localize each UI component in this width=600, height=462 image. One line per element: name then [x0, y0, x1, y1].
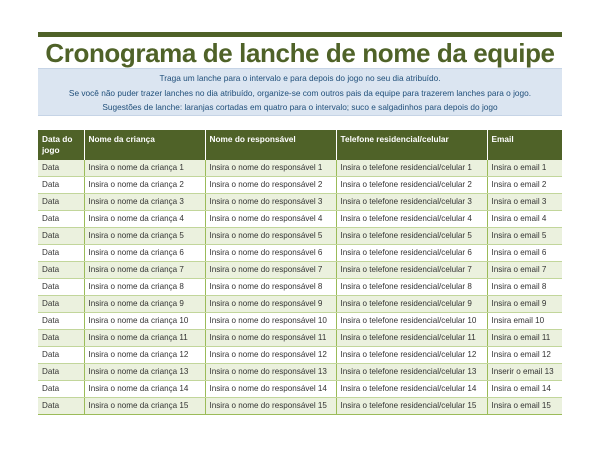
cell-phone[interactable]: Insira o telefone residencial/celular 4 — [336, 211, 487, 228]
cell-child-name[interactable]: Insira o nome da criança 4 — [84, 211, 205, 228]
cell-phone[interactable]: Insira o telefone residencial/celular 7 — [336, 262, 487, 279]
cell-email[interactable]: Insira o email 7 — [487, 262, 562, 279]
cell-phone[interactable]: Insira o telefone residencial/celular 8 — [336, 279, 487, 296]
cell-email[interactable]: Insira email 10 — [487, 313, 562, 330]
cell-child-name[interactable]: Insira o nome da criança 13 — [84, 364, 205, 381]
cell-child-name[interactable]: Insira o nome da criança 6 — [84, 245, 205, 262]
table-row — [38, 296, 562, 313]
cell-date[interactable]: Data — [38, 262, 84, 279]
cell-email[interactable]: Insira o email 8 — [487, 279, 562, 296]
cell-guardian-name[interactable]: Insira o nome do responsável 3 — [205, 194, 336, 211]
cell-phone[interactable]: Insira o telefone residencial/celular 9 — [336, 296, 487, 313]
cell-date[interactable]: Data — [38, 160, 84, 177]
cell-guardian-name[interactable]: Insira o nome do responsável 6 — [205, 245, 336, 262]
cell-email[interactable]: Insira o email 3 — [487, 194, 562, 211]
cell-email[interactable]: Insira o email 15 — [487, 398, 562, 415]
cell-guardian-name[interactable]: Insira o nome do responsável 14 — [205, 381, 336, 398]
cell-guardian-name[interactable]: Insira o nome do responsável 4 — [205, 211, 336, 228]
cell-child-name[interactable]: Insira o nome da criança 11 — [84, 330, 205, 347]
cell-date[interactable]: Data — [38, 228, 84, 245]
cell-date[interactable]: Data — [38, 177, 84, 194]
cell-guardian-name[interactable]: Insira o nome do responsável 15 — [205, 398, 336, 415]
cell-email[interactable]: Inserir o email 13 — [487, 364, 562, 381]
header-child-name: Nome da criança — [84, 130, 205, 160]
cell-date[interactable]: Data — [38, 194, 84, 211]
table-row — [38, 160, 562, 177]
cell-child-name[interactable]: Insira o nome da criança 2 — [84, 177, 205, 194]
table-row — [38, 245, 562, 262]
cell-child-name[interactable]: Insira o nome da criança 12 — [84, 347, 205, 364]
cell-guardian-name[interactable]: Insira o nome do responsável 10 — [205, 313, 336, 330]
table-header-row — [38, 130, 562, 160]
cell-email[interactable]: Insira o email 5 — [487, 228, 562, 245]
header-game-date: Data do jogo — [38, 130, 84, 160]
cell-phone[interactable]: Insira o telefone residencial/celular 6 — [336, 245, 487, 262]
table-row — [38, 398, 562, 415]
cell-date[interactable]: Data — [38, 347, 84, 364]
cell-date[interactable]: Data — [38, 330, 84, 347]
title-top-rule — [38, 32, 562, 37]
cell-email[interactable]: Insira o email 9 — [487, 296, 562, 313]
table-row — [38, 194, 562, 211]
cell-date[interactable]: Data — [38, 245, 84, 262]
cell-child-name[interactable]: Insira o nome da criança 5 — [84, 228, 205, 245]
cell-guardian-name[interactable]: Insira o nome do responsável 5 — [205, 228, 336, 245]
cell-phone[interactable]: Insira o telefone residencial/celular 15 — [336, 398, 487, 415]
snack-schedule-table — [38, 130, 562, 415]
cell-phone[interactable]: Insira o telefone residencial/celular 13 — [336, 364, 487, 381]
cell-guardian-name[interactable]: Insira o nome do responsável 13 — [205, 364, 336, 381]
header-phone: Telefone residencial/celular — [336, 130, 487, 160]
cell-guardian-name[interactable]: Insira o nome do responsável 8 — [205, 279, 336, 296]
instructions-box — [38, 68, 562, 116]
cell-guardian-name[interactable]: Insira o nome do responsável 1 — [205, 160, 336, 177]
header-email: Email — [487, 130, 562, 160]
cell-date[interactable]: Data — [38, 381, 84, 398]
cell-phone[interactable]: Insira o telefone residencial/celular 10 — [336, 313, 487, 330]
table-row — [38, 279, 562, 296]
cell-child-name[interactable]: Insira o nome da criança 3 — [84, 194, 205, 211]
table-row — [38, 228, 562, 245]
cell-date[interactable]: Data — [38, 313, 84, 330]
cell-phone[interactable]: Insira o telefone residencial/celular 3 — [336, 194, 487, 211]
cell-child-name[interactable]: Insira o nome da criança 14 — [84, 381, 205, 398]
table-row — [38, 211, 562, 228]
page-title: Cronograma de lanche de nome da equipe — [45, 38, 555, 68]
cell-date[interactable]: Data — [38, 364, 84, 381]
cell-guardian-name[interactable]: Insira o nome do responsável 7 — [205, 262, 336, 279]
cell-phone[interactable]: Insira o telefone residencial/celular 12 — [336, 347, 487, 364]
header-guardian-name: Nome do responsável — [205, 130, 336, 160]
cell-date[interactable]: Data — [38, 211, 84, 228]
instruction-line-2: Se você não puder trazer lanches no dia atribuído, organize-se com outros pais da equipe para trazerem lanches para o jogo. — [68, 87, 532, 98]
cell-phone[interactable]: Insira o telefone residencial/celular 1 — [336, 160, 487, 177]
cell-phone[interactable]: Insira o telefone residencial/celular 2 — [336, 177, 487, 194]
cell-email[interactable]: Insira o email 12 — [487, 347, 562, 364]
cell-phone[interactable]: Insira o telefone residencial/celular 5 — [336, 228, 487, 245]
cell-phone[interactable]: Insira o telefone residencial/celular 14 — [336, 381, 487, 398]
table-row — [38, 364, 562, 381]
cell-child-name[interactable]: Insira o nome da criança 10 — [84, 313, 205, 330]
cell-email[interactable]: Insira o email 14 — [487, 381, 562, 398]
cell-guardian-name[interactable]: Insira o nome do responsável 11 — [205, 330, 336, 347]
table-row — [38, 262, 562, 279]
cell-email[interactable]: Insira o email 11 — [487, 330, 562, 347]
cell-email[interactable]: Insira o email 4 — [487, 211, 562, 228]
cell-date[interactable]: Data — [38, 296, 84, 313]
cell-guardian-name[interactable]: Insira o nome do responsável 9 — [205, 296, 336, 313]
cell-guardian-name[interactable]: Insira o nome do responsável 12 — [205, 347, 336, 364]
cell-child-name[interactable]: Insira o nome da criança 7 — [84, 262, 205, 279]
cell-child-name[interactable]: Insira o nome da criança 1 — [84, 160, 205, 177]
instruction-line-1: Traga um lanche para o intervalo e para depois do jogo no seu dia atribuído. — [159, 73, 441, 83]
cell-email[interactable]: Insira o email 1 — [487, 160, 562, 177]
cell-child-name[interactable]: Insira o nome da criança 8 — [84, 279, 205, 296]
cell-date[interactable]: Data — [38, 279, 84, 296]
cell-child-name[interactable]: Insira o nome da criança 15 — [84, 398, 205, 415]
table-row — [38, 330, 562, 347]
cell-guardian-name[interactable]: Insira o nome do responsável 2 — [205, 177, 336, 194]
cell-email[interactable]: Insira o email 2 — [487, 177, 562, 194]
table-body — [38, 160, 562, 415]
instruction-line-3: Sugestões de lanche: laranjas cortadas em quatro para o intervalo; suco e salgadinhos para depois do jogo — [102, 102, 498, 112]
cell-date[interactable]: Data — [38, 398, 84, 415]
table-row — [38, 313, 562, 330]
cell-phone[interactable]: Insira o telefone residencial/celular 11 — [336, 330, 487, 347]
table-row — [38, 381, 562, 398]
table-row — [38, 177, 562, 194]
table-row — [38, 347, 562, 364]
cell-email[interactable]: Insira o email 6 — [487, 245, 562, 262]
cell-child-name[interactable]: Insira o nome da criança 9 — [84, 296, 205, 313]
